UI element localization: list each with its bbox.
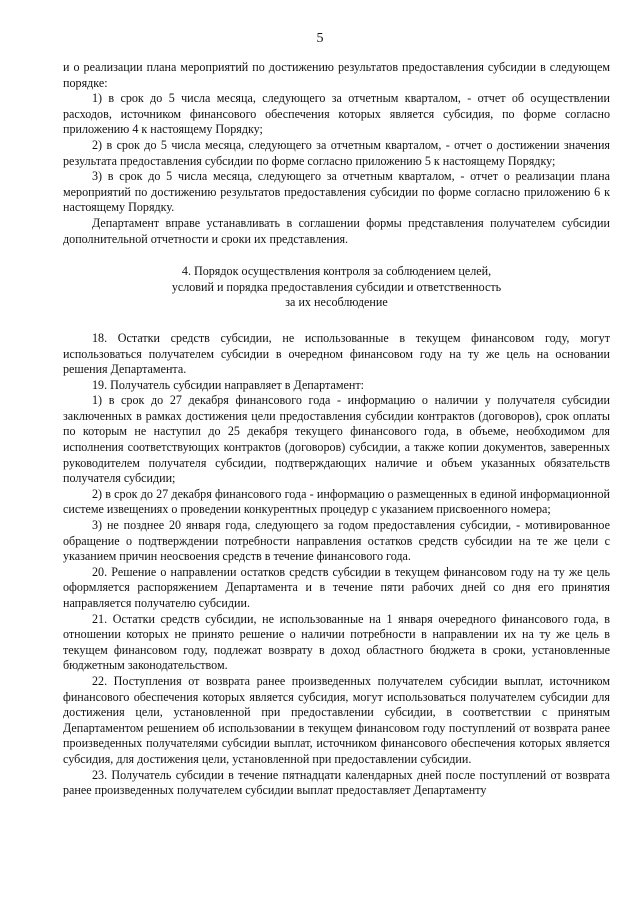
section-heading [63,264,610,311]
paragraph-19: 19. Получатель субсидии направляет в Департамент: [92,377,364,392]
paragraph-19-item-3: 3) не позднее 20 января года, следующего за годом предоставления субсидии, - мотивированное обращение о подтверждении потребности направления остатков средств субсидии на те же цели с указанием причин неосвоения средств в течение финансового года. [63,518,610,564]
paragraph-department-right: Департамент вправе устанавливать в соглашении формы представления получателем субсидии дополнительной отчетности и сроки их представления. [63,215,610,246]
section-heading-line-1: 4. Порядок осуществления контроля за соблюдением целей, [181,264,492,279]
paragraph-19-item-1: 1) в срок до 27 декабря финансового года - информацию о наличии у получателя субсидии заключенных в рамках достижения цели предоставления субсидии контрактов (договоров), срок оплаты по которым не наступил до 25 декабря текущего финансового года, в объеме, необходимом для исполнения соответствующих контрактов (договоров) субсидии, а также копии документов, заверенных руководителем получателя субсидии, подтверждающих наличие и объем указанных обязательств получателя субсидии; [63,393,610,486]
paragraph-22: 22. Поступления от возврата ранее произведенных получателем субсидии выплат, источником финансового обеспечения которых является субсидия, могут использоваться получателем субсидии для достижения цели, установленной при предоставлении субсидии, в соответствии с принятым Департаментом решением об использовании в текущем финансовом году поступлений от возврата ранее произведенных получателями субсидии выплат, источником финансового обеспечения которых является субсидия, для достижения цели, установленной при предоставлении субсидии. [63,673,610,766]
page-number: 5 [316,31,324,46]
paragraph-20: 20. Решение о направлении остатков средств субсидии в текущем финансовом году на ту же цель оформляется распоряжением Департамента и в течение пяти рабочих дней со дня его принятия направляется получателю субсидии. [63,564,610,610]
paragraph-item-2: 2) в срок до 5 числа месяца, следующего за отчетным кварталом, - отчет о достижении значения результата предоставления субсидии по форме согласно приложению 5 к настоящему Порядку; [63,137,610,168]
paragraph-23: 23. Получатель субсидии в течение пятнадцати календарных дней после поступлений от возврата ранее произведенных получателем субсидии выплат предоставляет Департаменту [63,767,610,798]
paragraph-continuation: и о реализации плана мероприятий по достижению результатов предоставления субсидии в следующем порядке: [63,60,610,90]
paragraph-21: 21. Остатки средств субсидии, не использованные на 1 января очередного финансового года, в отношении которых не принято решение о наличии потребности в направлении их на ту же цель в текущем финансовом году, подлежат возврату в доход областного бюджета в сроки, установленные бюджетным законодательством. [63,611,610,673]
paragraph-18: 18. Остатки средств субсидии, не использованные в текущем финансовом году, могут использоваться получателем субсидии в очередном финансовом году на ту же цель на основании решения Департамента. [63,330,610,377]
section-heading-line-3: за их несоблюдение [285,295,388,310]
paragraph-item-3: 3) в срок до 5 числа месяца, следующего за отчетным кварталом, - отчет о реализации плана мероприятий по достижению результатов предоставления субсидии по форме согласно приложению 6 к настоящему Порядку. [63,169,610,215]
paragraph-item-1: 1) в срок до 5 числа месяца, следующего за отчетным кварталом, - отчет об осуществлении расходов, источником финансового обеспечения которых является субсидия, по форме согласно приложению 4 к настоящему Порядку; [63,91,610,137]
section-heading-line-2: условий и порядка предоставления субсидии и ответственность [171,279,502,294]
paragraph-19-item-2: 2) в срок до 27 декабря финансового года - информацию о размещенных в единой информационной системе извещениях о проведении конкурентных процедур с указанием присвоенного номера; [63,486,610,517]
document-body [63,60,610,799]
